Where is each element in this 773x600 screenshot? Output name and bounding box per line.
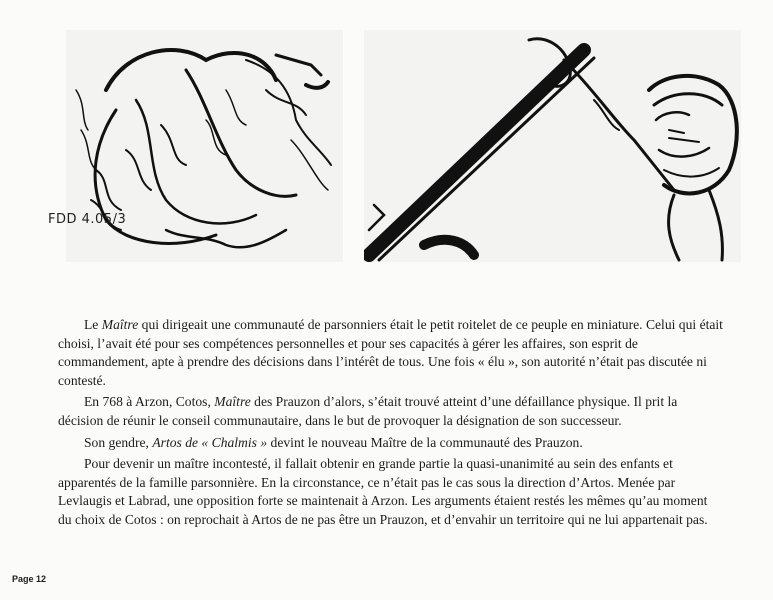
- artist-signature: FDD 4.05/3: [48, 212, 127, 227]
- page-number: Page 12: [12, 574, 47, 584]
- illustration-right: [364, 30, 741, 262]
- body-text: [58, 316, 724, 533]
- illustration-left: [66, 30, 343, 262]
- paragraph: Pour devenir un maître incontesté, il fallait obtenir en grande partie la quasi-unanimité au sein des enfants et apparentés de la famille parsonnière. En la circonstance, ce n’était pas le cas sous la direction d’Artos. Menée par Levlaugis et Labrad, une opposition forte se maintenait à Arzon. Les arguments étaient restés les mêmes qu’au moment du choix de Cotos : on reprochait à Artos de ne pas être un Prauzon, et d’envahir un territoire qui ne lui appartenait pas.: [58, 456, 708, 527]
- ink-sketch-creature: [66, 30, 343, 262]
- paragraph: En 768 à Arzon, Cotos, Maître des Prauzon d’alors, s’était trouvé atteint d’une défaillance physique. Il prit la décision de réunir le conseil communautaire, dans le but de provoquer la désignation de son successeur.: [58, 394, 678, 428]
- ink-sketch-figure: [364, 30, 741, 262]
- paragraph: Son gendre, Artos de « Chalmis » devint le nouveau Maître de la communauté des Prauzon.: [84, 434, 583, 450]
- paragraph: Le Maître qui dirigeait une communauté de parsonniers était le petit roitelet de ce peuple en miniature. Celui qui était choisi, l’avait été pour ses compétences personnelles et pour ses capacités à gérer les affaires, son esprit de commandement, apte à prendre des décisions dans l’intérêt de tous. Une fois « élu », son autorité n’était pas discutée ni contesté.: [58, 317, 723, 388]
